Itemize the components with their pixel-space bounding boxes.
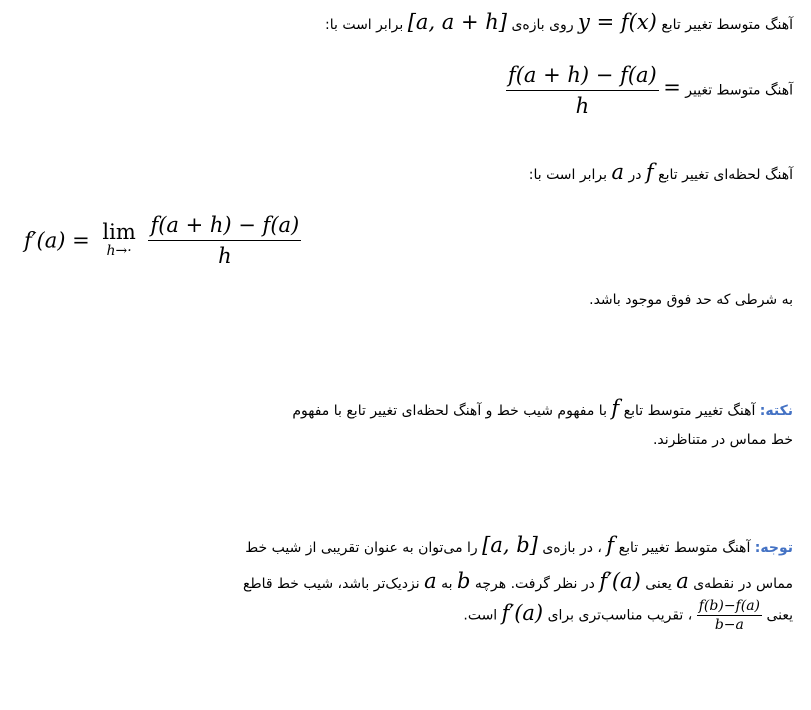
attention-text: مماس در نقطه‌ی — [693, 576, 793, 592]
attention-text: است. — [463, 607, 498, 624]
equals-text: برابر است با: — [325, 17, 404, 33]
math-a: a — [611, 160, 624, 184]
math-f: f — [611, 396, 620, 420]
instant-rate-intro-line — [529, 160, 793, 184]
secant-slope-fraction — [697, 598, 762, 633]
derivative-fraction — [148, 213, 301, 268]
in-text: در — [628, 167, 642, 183]
derivative-formula — [24, 213, 301, 268]
attention-text: را می‌توان به عنوان تقریبی از شیب خط — [245, 540, 478, 556]
equals-text: برابر است با: — [528, 167, 608, 183]
attention-text: ، در بازه‌ی — [542, 540, 602, 556]
attention-text: یعنی — [766, 607, 793, 624]
equals-sign: = — [663, 75, 681, 100]
intro-text: آهنگ متوسط تغییر تابع — [661, 17, 793, 33]
lim-subscript: h→· — [106, 242, 132, 259]
derivative-expression: f′(a) — [599, 569, 641, 593]
math-a: a — [676, 569, 689, 593]
limit-operator — [102, 219, 136, 260]
note-line-2 — [653, 432, 793, 448]
note-line-1 — [292, 396, 793, 420]
attention-label: توجه: — [754, 540, 793, 556]
note-text: با مفهوم شیب خط و آهنگ لحظه‌ای تغییر تابع با مفهوم — [292, 403, 607, 419]
note-label: نکته: — [759, 403, 793, 419]
interval-text: روی بازه‌ی — [511, 17, 574, 33]
attention-text: در نظر گرفت. هرچه — [474, 576, 595, 592]
fraction-numerator: f(a + h) − f(a) — [506, 63, 659, 91]
condition-line — [589, 292, 793, 308]
interval-expression: [a, b] — [482, 533, 538, 557]
fraction-denominator: h — [575, 94, 590, 119]
attention-line-3 — [463, 598, 793, 633]
fraction-numerator: f(b)−f(a) — [697, 598, 762, 616]
avg-rate-label: آهنگ متوسط تغییر — [685, 82, 793, 99]
avg-rate-fraction — [506, 63, 659, 118]
math-b: b — [456, 569, 471, 593]
attention-text: ، تقریب مناسب‌تری برای — [547, 607, 693, 624]
note-text: آهنگ تغییر متوسط تابع — [623, 403, 756, 419]
attention-line-1 — [245, 533, 793, 557]
math-f: f — [645, 160, 654, 184]
interval-expression: [a, a + h] — [407, 10, 507, 34]
note-text: خط مماس در متناظرند. — [652, 432, 793, 448]
fraction-denominator: b−a — [714, 617, 744, 634]
attention-text: آهنگ متوسط تغییر تابع — [618, 540, 751, 556]
fraction-numerator: f(a + h) − f(a) — [148, 213, 301, 241]
lim-word: lim — [102, 219, 136, 244]
condition-text: به شرطی که حد فوق موجود باشد. — [589, 292, 793, 308]
attention-text: نزدیک‌تر باشد، شیب خط قاطع — [243, 576, 420, 592]
attention-text: به — [441, 576, 453, 592]
attention-text: یعنی — [645, 576, 672, 592]
derivative-lhs: f′(a) = — [24, 228, 90, 253]
math-f: f — [606, 533, 615, 557]
instant-rate-text: آهنگ لحظه‌ای تغییر تابع — [658, 167, 793, 183]
avg-rate-intro-line — [325, 10, 793, 34]
fraction-denominator: h — [218, 244, 232, 269]
attention-line-2 — [243, 569, 793, 593]
function-expression: y = f(x) — [578, 10, 657, 34]
math-a: a — [424, 569, 437, 593]
avg-rate-formula — [506, 63, 793, 118]
derivative-expression: f′(a) — [501, 600, 544, 625]
